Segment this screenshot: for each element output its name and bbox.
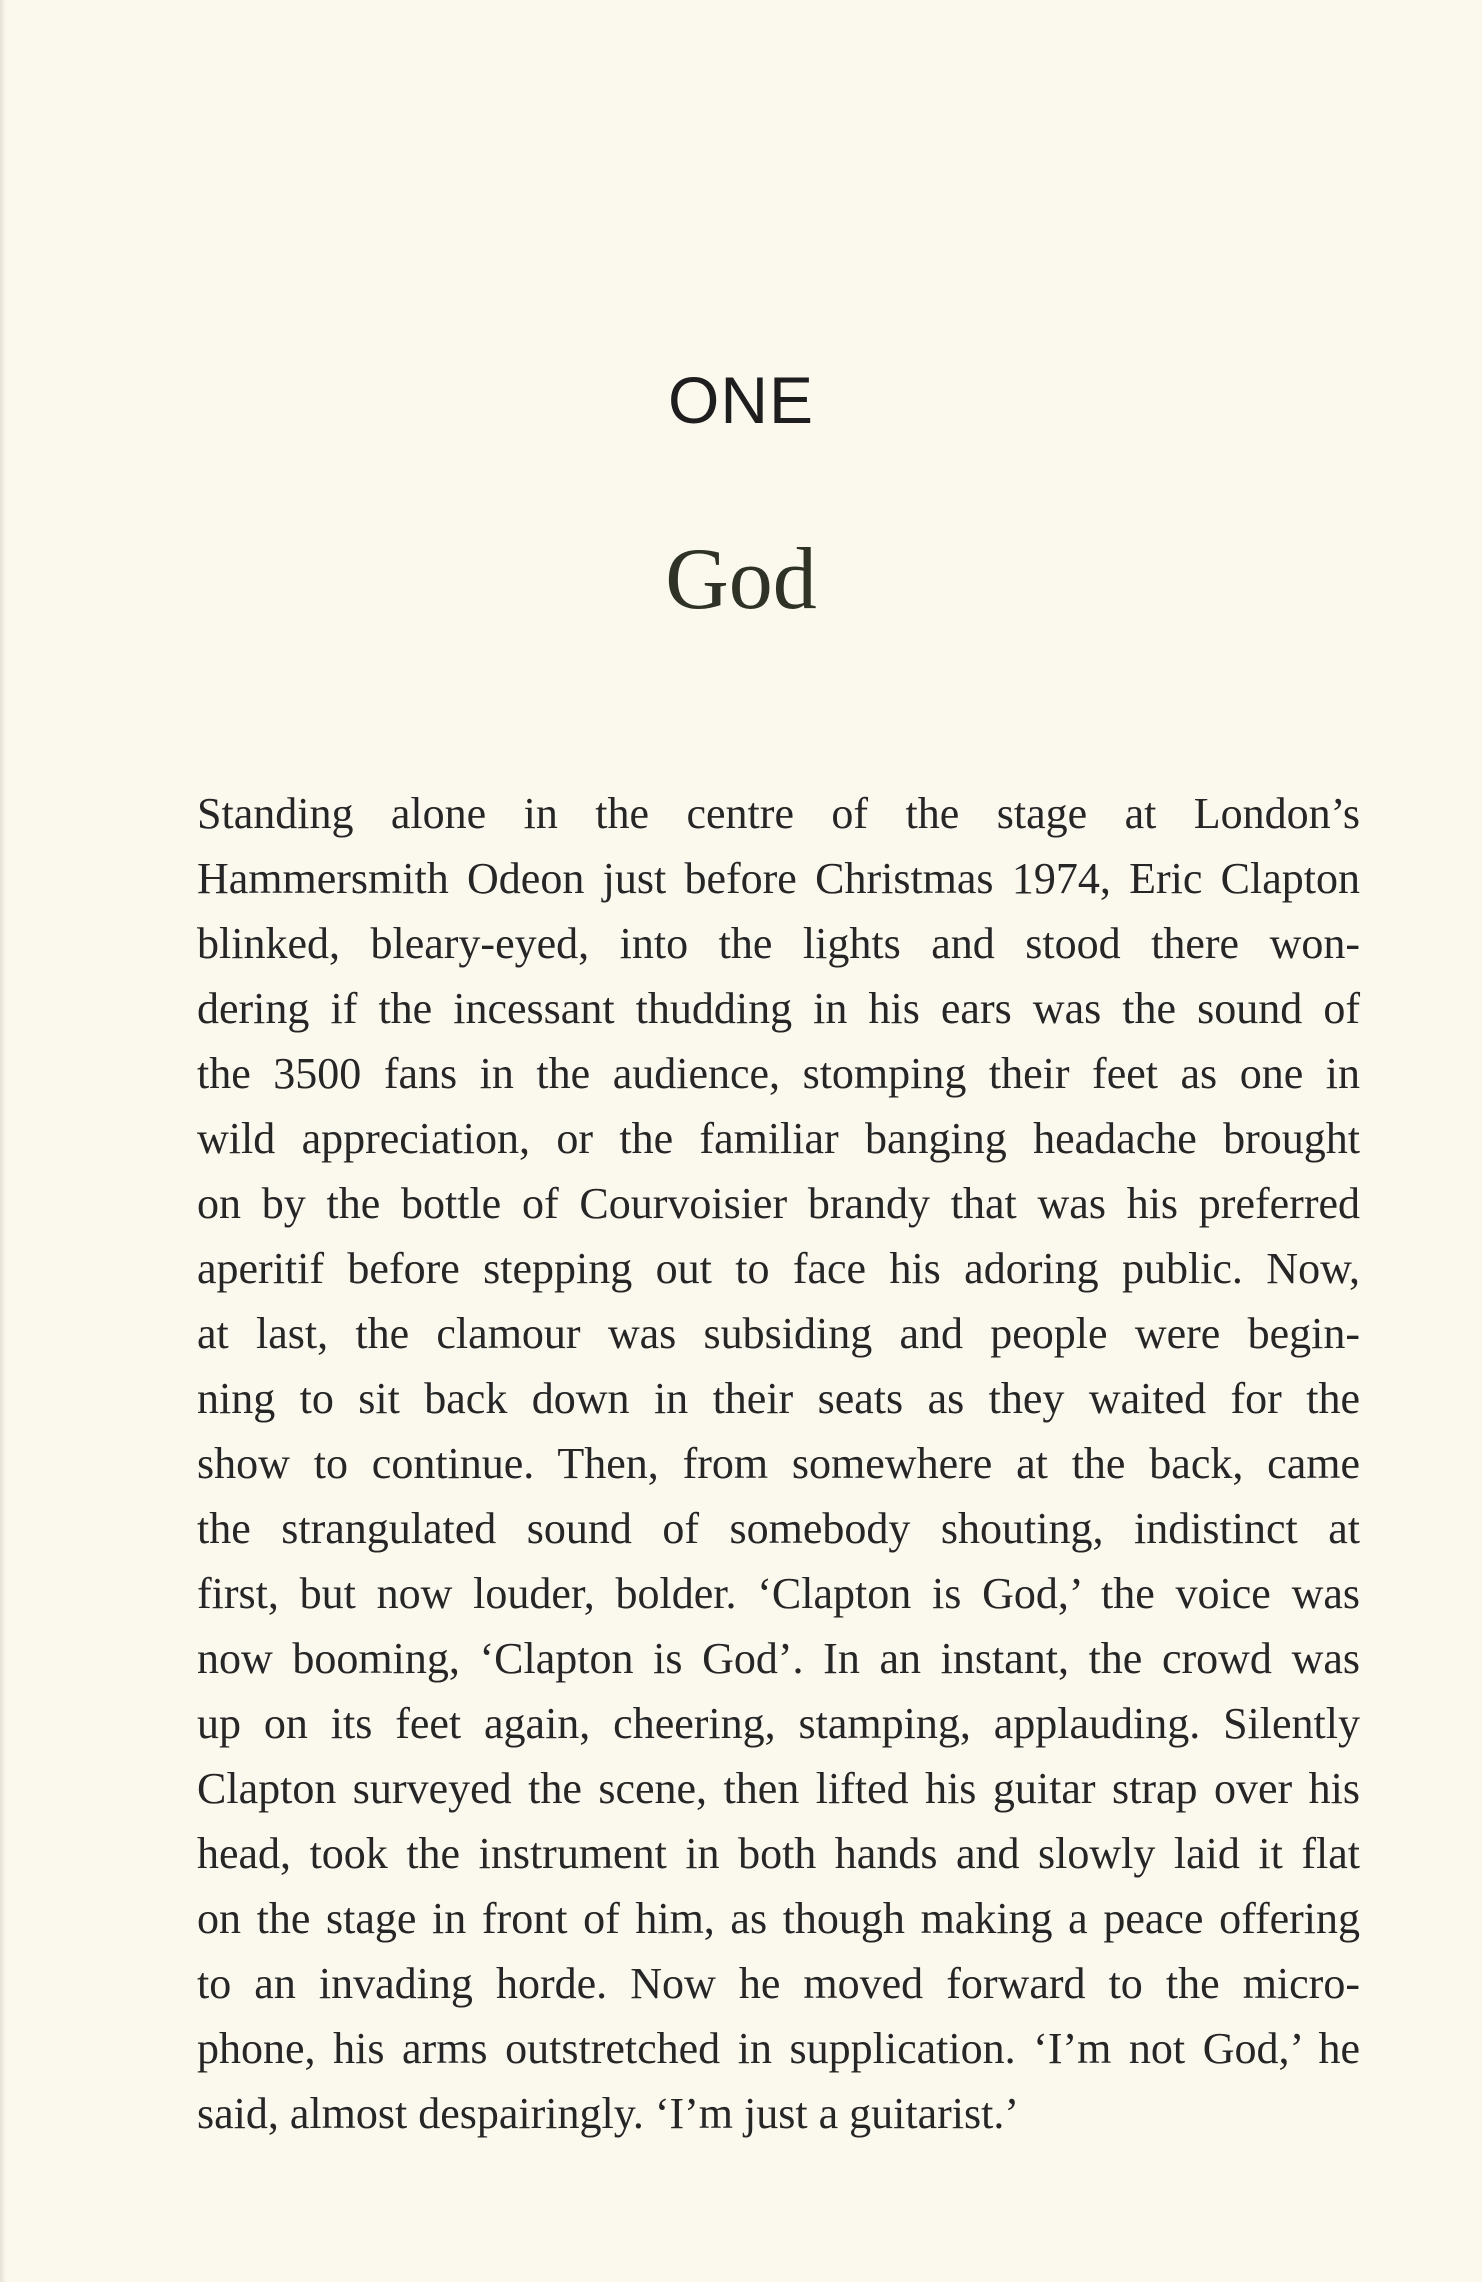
body-line: Clapton surveyed the scene, then lifted his guitar strap over his <box>197 1764 1360 1813</box>
body-line: phone, his arms outstretched in supplication. ‘I’m not God,’ he <box>197 2024 1360 2073</box>
body-line: the 3500 fans in the audience, stomping their feet as one in <box>197 1049 1360 1098</box>
body-line: aperitif before stepping out to face his adoring public. Now, <box>197 1244 1360 1293</box>
body-line: ning to sit back down in their seats as they waited for the <box>197 1374 1360 1423</box>
body-line: Standing alone in the centre of the stage at London’s <box>197 789 1360 838</box>
chapter-body-paragraph <box>197 781 1360 2146</box>
chapter-number: ONE <box>667 363 815 437</box>
body-line: at last, the clamour was subsiding and people were begin- <box>197 1309 1360 1358</box>
page-binding-edge <box>0 0 6 2282</box>
body-line: show to continue. Then, from somewhere at the back, came <box>197 1439 1360 1488</box>
body-line: head, took the instrument in both hands and slowly laid it flat <box>197 1829 1360 1878</box>
body-line: Hammersmith Odeon just before Christmas 1974, Eric Clapton <box>197 854 1360 903</box>
body-line: dering if the incessant thudding in his ears was the sound of <box>197 984 1360 1033</box>
body-line: wild appreciation, or the familiar banging headache brought <box>197 1114 1360 1163</box>
chapter-title: God <box>665 531 817 628</box>
body-line: to an invading horde. Now he moved forward to the micro- <box>197 1959 1360 2008</box>
body-line: the strangulated sound of somebody shouting, indistinct at <box>197 1504 1360 1553</box>
body-line: up on its feet again, cheering, stamping, applauding. Silently <box>197 1699 1360 1748</box>
body-line: on the stage in front of him, as though making a peace offering <box>197 1894 1360 1943</box>
body-line: now booming, ‘Clapton is God’. In an instant, the crowd was <box>197 1634 1360 1683</box>
body-line-last: said, almost despairingly. ‘I’m just a guitarist.’ <box>197 2089 1019 2138</box>
body-line: blinked, bleary-eyed, into the lights and stood there won- <box>197 919 1360 968</box>
body-line: on by the bottle of Courvoisier brandy that was his preferred <box>197 1179 1360 1228</box>
body-line: first, but now louder, bolder. ‘Clapton is God,’ the voice was <box>197 1569 1360 1618</box>
